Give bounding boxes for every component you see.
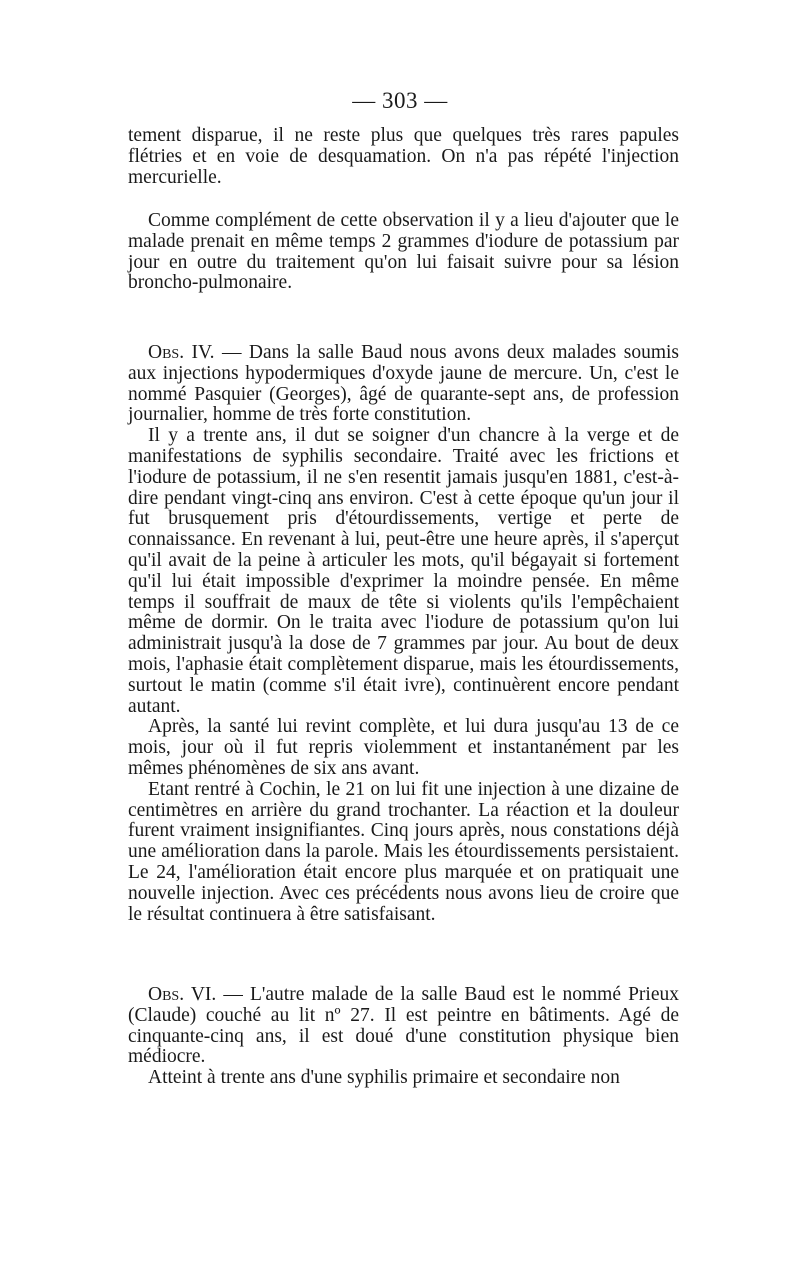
observation-6-label: Obs. VI.	[148, 984, 217, 1005]
text-block-continuation	[128, 126, 679, 188]
observation-4-text: — Dans la salle Baud nous avons deux malades soumis aux injections hypodermiques d'oxyde jaune de mercure. Un, c'est le nommé Pasquier (Georges), âgé de quarante-sept ans, de profession journalier, homme de très forte constitution.	[128, 342, 679, 426]
text-block-observation-4	[128, 343, 679, 925]
paragraph-observation-4	[128, 343, 679, 426]
paragraph-history: Il y a trente ans, il dut se soigner d'un chancre à la verge et de manifestations de syphilis secondaire. Traité avec les frictions et l'iodure de potassium, il ne s'en resentit jamais jusqu'en 1881, c'est-à-dire pendant vingt-cinq ans environ. C'est à cette époque qu'un jour il fut brusquement pris d'étourdissements, vertige et perte de connaissance. En revenant à lui, peut-être une heure après, il s'aperçut qu'il avait de la peine à articuler les mots, qu'il bégayait si fortement qu'il lui était impossible d'exprimer la moindre pensée. En même temps il souffrait de maux de tête si violents qu'ils l'empêchaient même de dormir. On le traita avec l'iodure de potassium qu'on lui administrait jusqu'à la dose de 7 grammes par jour. Au bout de deux mois, l'aphasie était complètement disparue, mais les étourdissements, surtout le matin (comme s'il était ivre), continuèrent encore pendant autant.	[128, 425, 679, 717]
paragraph-continuation: tement disparue, il ne reste plus que quelques très rares papules flétries et en voie de desquamation. On n'a pas répété l'injection mercurielle.	[128, 125, 679, 188]
paragraph-complement: Comme complément de cette observation il y a lieu d'ajouter que le malade prenait en même temps 2 grammes d'iodure de potassium par jour en outre du traitement qu'on lui faisait suivre pour sa lésion broncho-pulmonaire.	[128, 210, 679, 294]
page-number: — 303 —	[352, 88, 448, 113]
text-block-complement	[128, 211, 679, 294]
paragraph-final: Atteint à trente ans d'une syphilis primaire et secondaire non	[148, 1067, 620, 1089]
paragraph-relapse: Après, la santé lui revint complète, et lui dura jusqu'au 13 de ce mois, jour où il fut repris violemment et instantanément par les mêmes phénomènes de six ans avant.	[128, 716, 679, 779]
paragraph-observation-6	[128, 985, 679, 1068]
observation-4-label: Obs. IV.	[148, 342, 215, 363]
paragraph-injection: Etant rentré à Cochin, le 21 on lui fit une injection à une dizaine de centimètres en arrière du grand trochanter. La réaction et la douleur furent vraiment insignifiantes. Cinq jours après, nous constations déjà une amélioration dans la parole. Mais les étourdissements persistaient. Le 24, l'amélioration était encore plus marquée et on pratiquait une nouvelle injection. Avec ces précédents nous avons lieu de croire que le résultat continuera à être satisfaisant.	[128, 778, 679, 925]
observation-6-text: — L'autre malade de la salle Baud est le nommé Prieux (Claude) couché au lit nº 27. Il est peintre en bâtiments. Agé de cinquante-cinq ans, il est doué d'une constitution physique bien médiocre.	[128, 984, 679, 1068]
text-block-observation-6	[128, 985, 679, 1089]
